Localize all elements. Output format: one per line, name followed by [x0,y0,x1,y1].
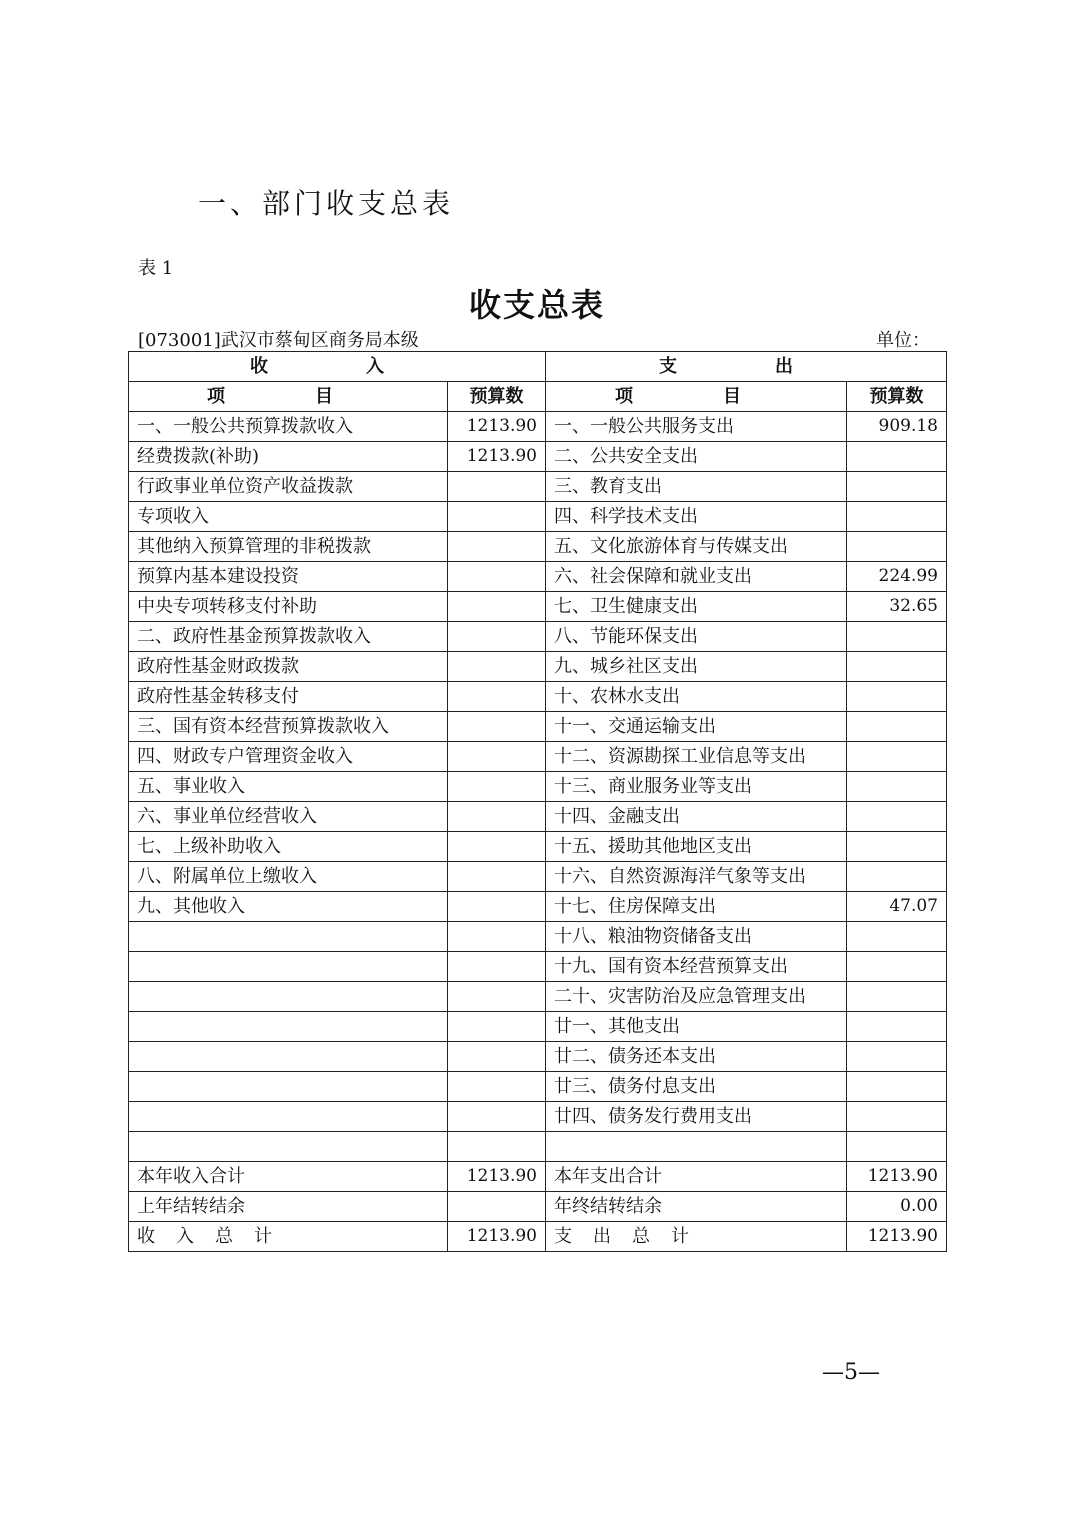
table-number: 表 1 [138,258,174,279]
expense-item-cell: 九、城乡社区支出 [546,652,847,682]
expense-total-label-char: 总 [632,1226,650,1247]
page-number: —5— [822,1360,880,1385]
table-row [129,592,947,622]
expense-total-label-char: 出 [593,1226,611,1247]
expense-amount-cell [847,772,947,802]
expense-item-cell: 本年支出合计 [546,1162,847,1192]
income-item-cell: 中央专项转移支付补助 [129,592,448,622]
income-item-cell [129,982,448,1012]
income-item-cell [129,1102,448,1132]
expense-item-cell: 十八、粮油物资储备支出 [546,922,847,952]
income-item-cell: 二、政府性基金预算拨款收入 [129,622,448,652]
table-row [129,1042,947,1072]
table-row [129,652,947,682]
expense-item-cell: 八、节能环保支出 [546,622,847,652]
income-amount-cell [448,952,546,982]
table-row [129,802,947,832]
income-item-cell: 三、国有资本经营预算拨款收入 [129,712,448,742]
income-total-amount: 1213.90 [448,1222,546,1252]
expense-amount-cell: 47.07 [847,892,947,922]
table-row [129,892,947,922]
income-amount-cell [448,592,546,622]
expense-amount-header: 预算数 [847,382,947,412]
expense-item-cell: 十六、自然资源海洋气象等支出 [546,862,847,892]
expense-item-cell: 五、文化旅游体育与传媒支出 [546,532,847,562]
expense-amount-cell [847,472,947,502]
expense-item-cell: 十二、资源勘探工业信息等支出 [546,742,847,772]
expense-item-cell: 一、一般公共服务支出 [546,412,847,442]
expense-amount-cell [847,1102,947,1132]
page-title: 收支总表 [468,286,605,324]
expense-item-cell: 年终结转结余 [546,1192,847,1222]
income-amount-cell [448,862,546,892]
table-row [129,952,947,982]
expense-amount-cell: 909.18 [847,412,947,442]
income-item-cell [129,952,448,982]
expense-total-label-char: 计 [671,1226,689,1247]
income-item-cell: 行政事业单位资产收益拨款 [129,472,448,502]
expense-item-cell: 十一、交通运输支出 [546,712,847,742]
table-row [129,412,947,442]
table-row [129,712,947,742]
expense-amount-cell [847,1012,947,1042]
income-item-header: 项 目 [129,382,448,412]
expense-item-cell: 廿一、其他支出 [546,1012,847,1042]
expense-amount-cell [847,802,947,832]
expense-item-cell: 十三、商业服务业等支出 [546,772,847,802]
income-item-cell: 预算内基本建设投资 [129,562,448,592]
table-row [129,1162,947,1192]
income-item-cell: 本年收入合计 [129,1162,448,1192]
expense-item-cell: 二、公共安全支出 [546,442,847,472]
table-row [129,622,947,652]
table-row [129,982,947,1012]
income-amount-cell [448,712,546,742]
income-total-label-char: 总 [215,1226,233,1247]
income-amount-header: 预算数 [448,382,546,412]
income-total-label [129,1222,448,1252]
header-row-1 [129,352,947,382]
expense-amount-cell [847,832,947,862]
table-row [129,742,947,772]
expense-item-cell: 廿三、债务付息支出 [546,1072,847,1102]
section-title: 一、部门收支总表 [198,187,455,220]
income-amount-cell [448,982,546,1012]
table-row [129,1132,947,1162]
table-row [129,1012,947,1042]
income-amount-cell [448,892,546,922]
expense-item-cell: 三、教育支出 [546,472,847,502]
header-row-2 [129,382,947,412]
income-total-label-char: 入 [176,1226,194,1247]
income-amount-cell: 1213.90 [448,442,546,472]
expense-total-label [546,1222,847,1252]
income-amount-cell [448,1192,546,1222]
expense-amount-cell [847,532,947,562]
income-amount-cell [448,622,546,652]
expense-item-cell: 六、社会保障和就业支出 [546,562,847,592]
income-item-cell: 一、一般公共预算拨款收入 [129,412,448,442]
income-header: 收 入 [129,352,546,382]
expense-amount-cell: 224.99 [847,562,947,592]
expense-header: 支 出 [546,352,947,382]
income-item-cell: 专项收入 [129,502,448,532]
income-amount-cell [448,1102,546,1132]
income-amount-cell [448,1012,546,1042]
income-item-cell: 五、事业收入 [129,772,448,802]
table-row [129,562,947,592]
table-row [129,922,947,952]
table-row [129,862,947,892]
expense-amount-cell [847,502,947,532]
expense-item-cell: 十七、住房保障支出 [546,892,847,922]
table-row [129,502,947,532]
income-amount-cell [448,742,546,772]
income-amount-cell [448,472,546,502]
income-total-label-char: 收 [137,1226,155,1247]
organization-label: [073001]武汉市蔡甸区商务局本级 [138,330,419,351]
income-total-label-char: 计 [254,1226,272,1247]
income-amount-cell [448,502,546,532]
expense-total-amount: 1213.90 [847,1222,947,1252]
unit-label: 单位： [876,330,930,351]
table-row [129,1072,947,1102]
expense-amount-cell [847,652,947,682]
income-amount-cell [448,1072,546,1102]
expense-amount-cell [847,682,947,712]
income-amount-cell [448,532,546,562]
income-amount-cell [448,1042,546,1072]
expense-item-cell: 七、卫生健康支出 [546,592,847,622]
income-item-cell: 经费拨款(补助) [129,442,448,472]
expense-item-cell: 廿二、债务还本支出 [546,1042,847,1072]
income-item-cell: 六、事业单位经营收入 [129,802,448,832]
total-row [129,1222,947,1252]
expense-item-cell [546,1132,847,1162]
income-amount-cell: 1213.90 [448,1162,546,1192]
income-item-cell [129,1132,448,1162]
expense-amount-cell [847,622,947,652]
table-row [129,772,947,802]
expense-amount-cell [847,922,947,952]
expense-item-header: 项 目 [546,382,847,412]
expense-item-cell: 十九、国有资本经营预算支出 [546,952,847,982]
expense-amount-cell: 0.00 [847,1192,947,1222]
income-item-cell [129,1072,448,1102]
income-item-cell: 政府性基金转移支付 [129,682,448,712]
expense-amount-cell [847,442,947,472]
table-row [129,472,947,502]
income-amount-cell: 1213.90 [448,412,546,442]
expense-total-label-char: 支 [554,1226,572,1247]
expense-amount-cell: 32.65 [847,592,947,622]
table-row [129,532,947,562]
income-item-cell: 上年结转结余 [129,1192,448,1222]
expense-amount-cell [847,1072,947,1102]
table-row [129,442,947,472]
expense-amount-cell [847,982,947,1012]
table-row [129,1192,947,1222]
expense-item-cell: 十五、援助其他地区支出 [546,832,847,862]
income-item-cell [129,1012,448,1042]
expense-amount-cell [847,1042,947,1072]
income-item-cell: 其他纳入预算管理的非税拨款 [129,532,448,562]
expense-amount-cell [847,712,947,742]
income-amount-cell [448,652,546,682]
expense-item-cell: 十、农林水支出 [546,682,847,712]
table-row [129,682,947,712]
expense-item-cell: 十四、金融支出 [546,802,847,832]
income-item-cell [129,1042,448,1072]
income-item-cell [129,922,448,952]
budget-table [128,351,947,1252]
income-item-cell: 九、其他收入 [129,892,448,922]
expense-item-cell: 四、科学技术支出 [546,502,847,532]
income-item-cell: 七、上级补助收入 [129,832,448,862]
income-amount-cell [448,562,546,592]
expense-amount-cell [847,742,947,772]
expense-item-cell: 廿四、债务发行费用支出 [546,1102,847,1132]
income-item-cell: 八、附属单位上缴收入 [129,862,448,892]
income-item-cell: 四、财政专户管理资金收入 [129,742,448,772]
income-amount-cell [448,772,546,802]
expense-amount-cell: 1213.90 [847,1162,947,1192]
income-amount-cell [448,802,546,832]
income-amount-cell [448,832,546,862]
expense-amount-cell [847,952,947,982]
income-amount-cell [448,1132,546,1162]
income-amount-cell [448,682,546,712]
expense-amount-cell [847,1132,947,1162]
income-item-cell: 政府性基金财政拨款 [129,652,448,682]
expense-amount-cell [847,862,947,892]
expense-item-cell: 二十、灾害防治及应急管理支出 [546,982,847,1012]
table-row [129,832,947,862]
table-row [129,1102,947,1132]
income-amount-cell [448,922,546,952]
